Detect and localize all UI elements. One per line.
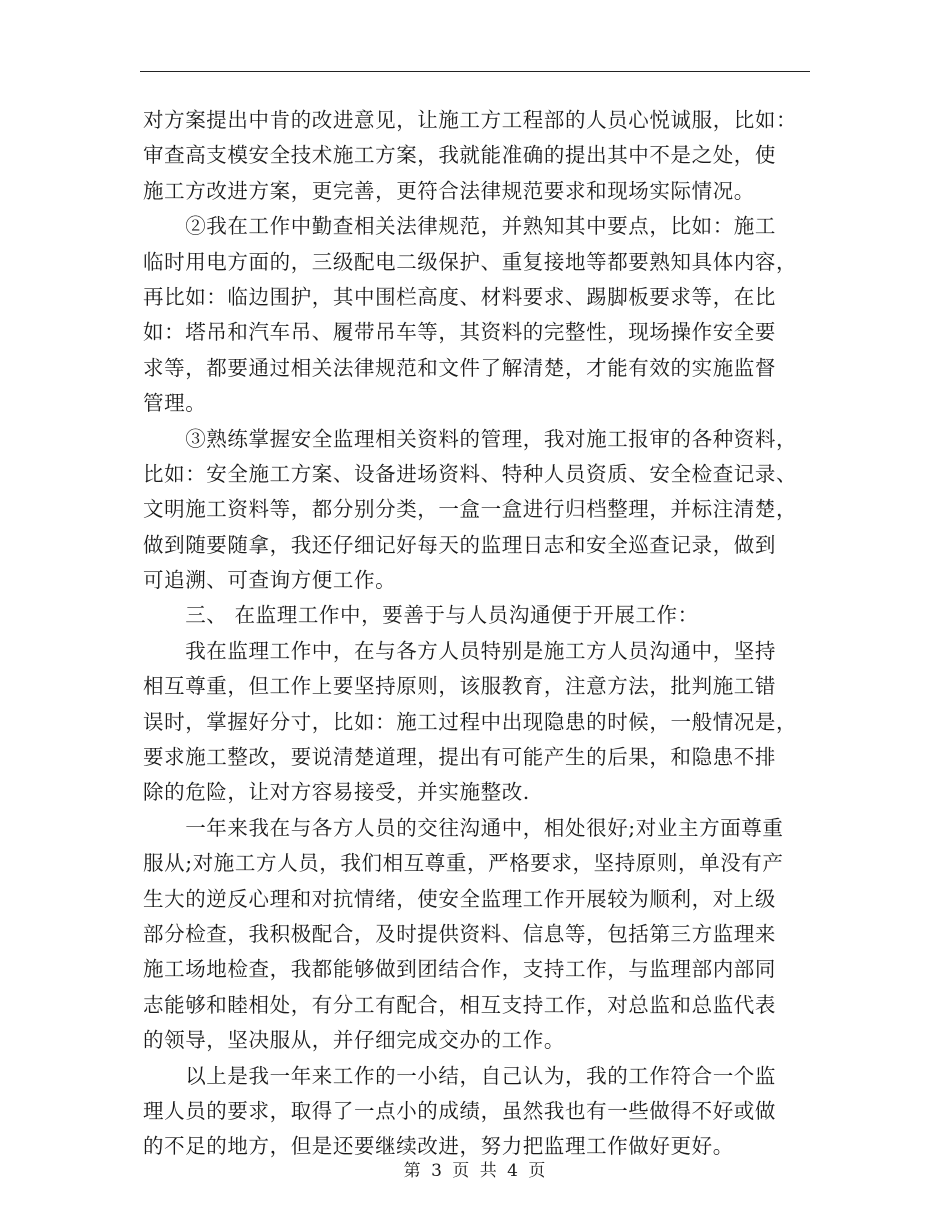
text-line: 志能够和睦相处，有分工有配合，相互支持工作，对总监和总监代表 (143, 992, 776, 1017)
text-line: 误时，掌握好分寸，比如：施工过程中出现隐患的时候，一般情况是， (143, 709, 798, 734)
text-line: 除的危险，让对方容易接受，并实施整改. (143, 780, 530, 805)
text-line: 生大的逆反心理和对抗情绪，使安全监理工作开展较为顺利，对上级 (143, 886, 776, 911)
text-line: 三、 在监理工作中，要善于与人员沟通便于开展工作： (143, 603, 699, 628)
document-body (143, 103, 803, 1165)
text-line: 的领导，坚决服从，并仔细完成交办的工作。 (143, 1028, 565, 1053)
text-line: 相互尊重，但工作上要坚持原则，该服教育，注意方法，批判施工错 (143, 674, 776, 699)
text-line: 理人员的要求，取得了一点小的成绩，虽然我也有一些做得不好或做 (143, 1098, 776, 1123)
text-line: 临时用电方面的，三级配电二级保护、重复接地等都要熟知具体内容， (143, 249, 798, 274)
text-line: ③熟练掌握安全监理相关资料的管理，我对施工报审的各种资料， (143, 426, 798, 451)
text-line: 的不足的地方，但是还要继续改进，努力把监理工作做好更好。 (143, 1134, 734, 1159)
text-line: 服从;对施工方人员，我们相互尊重，严格要求，坚持原则，单没有产 (143, 851, 784, 876)
text-line: 对方案提出中肯的改进意见，让施工方工程部的人员心悦诚服，比如： (143, 108, 798, 132)
text-line: 做到随要随拿，我还仔细记好每天的监理日志和安全巡查记录，做到 (143, 532, 776, 557)
text-line: 施工场地检查，我都能够做到团结合作，支持工作，与监理部内部同 (143, 957, 776, 982)
text-line: 管理。 (143, 391, 207, 416)
text-line: 求等，都要通过相关法律规范和文件了解清楚，才能有效的实施监督 (143, 355, 776, 380)
page-number: 第 3 页 共 4 页 (403, 1161, 547, 1181)
text-line: 再比如：临边围护，其中围栏高度、材料要求、踢脚板要求等，在比 (143, 284, 776, 309)
text-line: 审查高支模安全技术施工方案，我就能准确的提出其中不是之处，使 (143, 143, 776, 168)
text-line: 如：塔吊和汽车吊、履带吊车等，其资料的完整性，现场操作安全要 (143, 320, 776, 345)
text-line: 部分检查，我积极配合，及时提供资料、信息等，包括第三方监理来 (143, 921, 776, 946)
text-line: 以上是我一年来工作的一小结，自己认为，我的工作符合一个监 (143, 1063, 776, 1088)
text-line: 要求施工整改，要说清楚道理，提出有可能产生的后果，和隐患不排 (143, 745, 776, 770)
text-line: 我在监理工作中，在与各方人员特别是施工方人员沟通中，坚持 (143, 638, 776, 663)
text-line: ②我在工作中勤查相关法律规范，并熟知其中要点，比如：施工 (143, 214, 776, 239)
text-line: 比如：安全施工方案、设备进场资料、特种人员资质、安全检查记录、 (143, 461, 798, 486)
text-line: 施工方改进方案，更完善，更符合法律规范要求和现场实际情况。 (143, 178, 755, 203)
text-line: 一年来我在与各方人员的交往沟通中，相处很好;对业主方面尊重 (143, 815, 784, 840)
text-line: 可追溯、可查询方便工作。 (143, 568, 397, 593)
header-rule (140, 71, 810, 72)
text-line: 文明施工资料等，都分别分类，一盒一盒进行归档整理，并标注清楚， (143, 497, 798, 522)
